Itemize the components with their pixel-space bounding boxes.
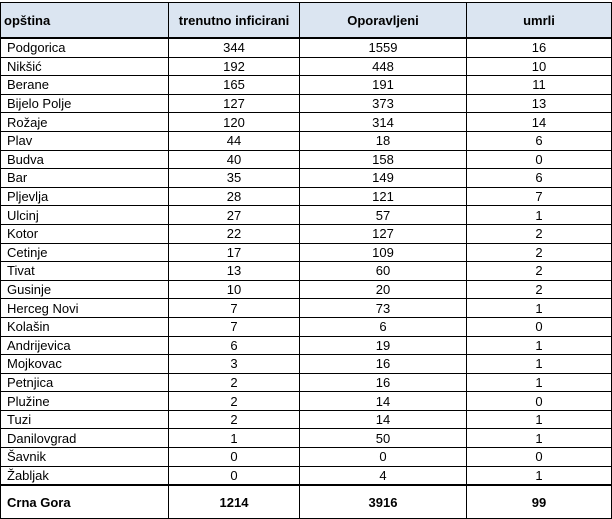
total-recovered: 3916: [300, 485, 467, 519]
recovered-cell: 314: [300, 113, 467, 132]
recovered-cell: 121: [300, 187, 467, 206]
municipality-cell: Podgorica: [1, 38, 169, 57]
column-header-deaths: umrli: [467, 3, 612, 39]
municipality-cell: Kolašin: [1, 317, 169, 336]
deaths-cell: 0: [467, 448, 612, 467]
recovered-cell: 14: [300, 392, 467, 411]
column-header-recovered: Oporavljeni: [300, 3, 467, 39]
currently-infected-cell: 0: [169, 448, 300, 467]
municipality-cell: Mojkovac: [1, 355, 169, 374]
table-row: [1, 150, 612, 169]
currently-infected-cell: 6: [169, 336, 300, 355]
recovered-cell: 6: [300, 317, 467, 336]
recovered-cell: 109: [300, 243, 467, 262]
currently-infected-cell: 28: [169, 187, 300, 206]
recovered-cell: 18: [300, 131, 467, 150]
recovered-cell: 373: [300, 94, 467, 113]
municipality-cell: Petnjica: [1, 373, 169, 392]
municipality-cell: Šavnik: [1, 448, 169, 467]
currently-infected-cell: 22: [169, 224, 300, 243]
deaths-cell: 2: [467, 243, 612, 262]
currently-infected-cell: 2: [169, 410, 300, 429]
municipality-cell: Tivat: [1, 262, 169, 281]
currently-infected-cell: 165: [169, 76, 300, 95]
table-row: [1, 355, 612, 374]
currently-infected-cell: 344: [169, 38, 300, 57]
currently-infected-cell: 127: [169, 94, 300, 113]
currently-infected-cell: 7: [169, 299, 300, 318]
deaths-cell: 10: [467, 57, 612, 76]
table-row: [1, 299, 612, 318]
deaths-cell: 2: [467, 224, 612, 243]
table-row: [1, 169, 612, 188]
currently-infected-cell: 40: [169, 150, 300, 169]
table-row: [1, 392, 612, 411]
recovered-cell: 0: [300, 448, 467, 467]
total-deaths: 99: [467, 485, 612, 519]
recovered-cell: 19: [300, 336, 467, 355]
currently-infected-cell: 2: [169, 373, 300, 392]
currently-infected-cell: 0: [169, 466, 300, 485]
deaths-cell: 1: [467, 466, 612, 485]
deaths-cell: 0: [467, 150, 612, 169]
municipality-cell: Andrijevica: [1, 336, 169, 355]
municipality-cell: Plužine: [1, 392, 169, 411]
recovered-cell: 127: [300, 224, 467, 243]
deaths-cell: 0: [467, 317, 612, 336]
total-row: [1, 485, 612, 519]
column-header-currently-infected: trenutno inficirani: [169, 3, 300, 39]
table-row: [1, 224, 612, 243]
currently-infected-cell: 44: [169, 131, 300, 150]
municipality-cell: Cetinje: [1, 243, 169, 262]
deaths-cell: 0: [467, 392, 612, 411]
currently-infected-cell: 7: [169, 317, 300, 336]
municipality-cell: Bijelo Polje: [1, 94, 169, 113]
municipality-cell: Danilovgrad: [1, 429, 169, 448]
municipality-cell: Nikšić: [1, 57, 169, 76]
table-row: [1, 280, 612, 299]
recovered-cell: 16: [300, 373, 467, 392]
currently-infected-cell: 1: [169, 429, 300, 448]
table-row: [1, 429, 612, 448]
table-row: [1, 131, 612, 150]
deaths-cell: 16: [467, 38, 612, 57]
deaths-cell: 7: [467, 187, 612, 206]
table-row: [1, 76, 612, 95]
table-row: [1, 373, 612, 392]
currently-infected-cell: 27: [169, 206, 300, 225]
table-row: [1, 262, 612, 281]
municipality-cell: Rožaje: [1, 113, 169, 132]
header-row: [1, 3, 612, 39]
currently-infected-cell: 17: [169, 243, 300, 262]
table-row: [1, 317, 612, 336]
recovered-cell: 149: [300, 169, 467, 188]
recovered-cell: 14: [300, 410, 467, 429]
deaths-cell: 1: [467, 373, 612, 392]
recovered-cell: 1559: [300, 38, 467, 57]
recovered-cell: 57: [300, 206, 467, 225]
deaths-cell: 1: [467, 355, 612, 374]
deaths-cell: 1: [467, 299, 612, 318]
municipality-cell: Budva: [1, 150, 169, 169]
deaths-cell: 1: [467, 336, 612, 355]
table-row: [1, 410, 612, 429]
total-label: Crna Gora: [1, 485, 169, 519]
table-row: [1, 243, 612, 262]
table-row: [1, 38, 612, 57]
municipality-cell: Plav: [1, 131, 169, 150]
deaths-cell: 1: [467, 206, 612, 225]
currently-infected-cell: 2: [169, 392, 300, 411]
currently-infected-cell: 10: [169, 280, 300, 299]
table-row: [1, 94, 612, 113]
municipality-cell: Pljevlja: [1, 187, 169, 206]
deaths-cell: 6: [467, 131, 612, 150]
municipality-cell: Tuzi: [1, 410, 169, 429]
municipality-cell: Žabljak: [1, 466, 169, 485]
currently-infected-cell: 3: [169, 355, 300, 374]
recovered-cell: 448: [300, 57, 467, 76]
deaths-cell: 2: [467, 262, 612, 281]
deaths-cell: 1: [467, 410, 612, 429]
recovered-cell: 73: [300, 299, 467, 318]
currently-infected-cell: 13: [169, 262, 300, 281]
municipality-cell: Gusinje: [1, 280, 169, 299]
currently-infected-cell: 192: [169, 57, 300, 76]
deaths-cell: 2: [467, 280, 612, 299]
deaths-cell: 13: [467, 94, 612, 113]
table-row: [1, 448, 612, 467]
table-row: [1, 57, 612, 76]
column-header-municipality: opština: [1, 3, 169, 39]
currently-infected-cell: 120: [169, 113, 300, 132]
municipality-cases-table: [0, 2, 612, 519]
recovered-cell: 16: [300, 355, 467, 374]
recovered-cell: 50: [300, 429, 467, 448]
table-body: [1, 38, 612, 485]
table-row: [1, 206, 612, 225]
total-currently-infected: 1214: [169, 485, 300, 519]
deaths-cell: 11: [467, 76, 612, 95]
deaths-cell: 14: [467, 113, 612, 132]
deaths-cell: 6: [467, 169, 612, 188]
deaths-cell: 1: [467, 429, 612, 448]
recovered-cell: 191: [300, 76, 467, 95]
municipality-cell: Herceg Novi: [1, 299, 169, 318]
recovered-cell: 158: [300, 150, 467, 169]
municipality-cell: Berane: [1, 76, 169, 95]
recovered-cell: 4: [300, 466, 467, 485]
municipality-cell: Bar: [1, 169, 169, 188]
recovered-cell: 60: [300, 262, 467, 281]
table-row: [1, 466, 612, 485]
table-row: [1, 336, 612, 355]
table-row: [1, 113, 612, 132]
municipality-cell: Kotor: [1, 224, 169, 243]
table-row: [1, 187, 612, 206]
currently-infected-cell: 35: [169, 169, 300, 188]
municipality-cell: Ulcinj: [1, 206, 169, 225]
recovered-cell: 20: [300, 280, 467, 299]
